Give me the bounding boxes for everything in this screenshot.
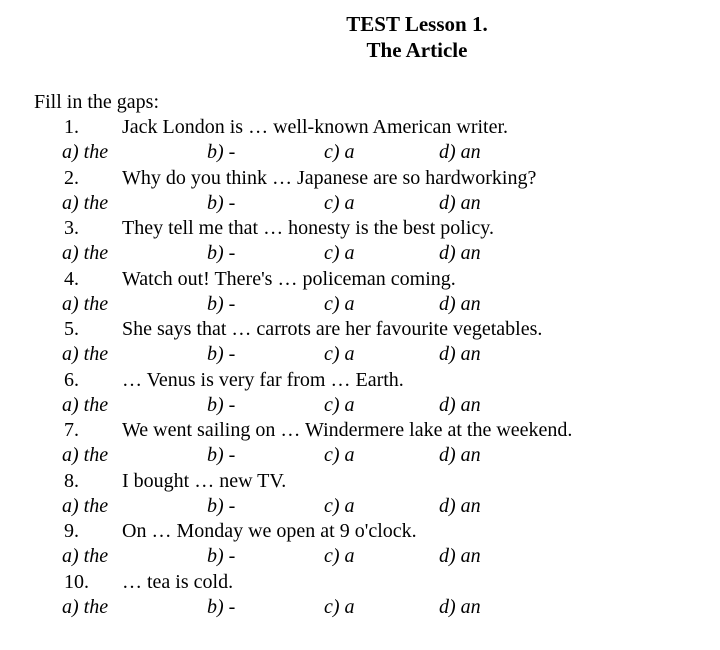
option-d: d) an (439, 141, 481, 163)
option-c: c) a (324, 393, 355, 416)
answer-options (0, 443, 720, 469)
option-d: d) an (439, 343, 481, 365)
option-d: d) an (439, 393, 481, 416)
option-a: a) the (62, 444, 109, 466)
option-d: d) an (439, 444, 481, 466)
option-b: b) - (207, 444, 236, 466)
option-a: a) the (62, 141, 109, 163)
answer-options (0, 494, 720, 520)
option-b: b) - (207, 545, 236, 567)
question-number: 5. (64, 318, 79, 340)
option-b: b) - (207, 343, 236, 365)
answer-options (0, 140, 720, 166)
question-row (0, 469, 720, 494)
answer-options (0, 292, 720, 318)
answer-options (0, 393, 720, 419)
question-number: 4. (64, 267, 79, 290)
question-number: 1. (64, 116, 79, 138)
answer-options (0, 191, 720, 217)
question-number: 2. (64, 166, 79, 189)
instruction-text: Fill in the gaps: (34, 91, 159, 113)
option-c: c) a (324, 595, 355, 618)
option-b: b) - (207, 595, 236, 618)
test-subtitle: The Article (366, 38, 468, 62)
question-text: I bought … new TV. (122, 469, 287, 492)
option-a: a) the (62, 242, 109, 264)
answer-options (0, 544, 720, 570)
test-title: TEST Lesson 1. (346, 12, 488, 36)
option-c: c) a (324, 494, 355, 517)
question-row (0, 317, 720, 342)
question-number: 7. (64, 419, 79, 441)
option-d: d) an (439, 191, 481, 214)
question-number: 8. (64, 469, 79, 492)
question-number: 3. (64, 217, 79, 239)
question-number: 9. (64, 520, 79, 542)
option-c: c) a (324, 343, 355, 365)
option-b: b) - (207, 393, 236, 416)
option-c: c) a (324, 242, 355, 264)
question-text: Jack London is … well-known American writer. (122, 116, 509, 138)
option-c: c) a (324, 545, 355, 567)
option-c: c) a (324, 191, 355, 214)
question-text: … Venus is very far from … Earth. (122, 368, 404, 391)
option-c: c) a (324, 141, 355, 163)
question-row (0, 115, 720, 140)
option-a: a) the (62, 191, 109, 214)
option-b: b) - (207, 191, 236, 214)
question-row (0, 368, 720, 393)
question-number: 10. (64, 570, 89, 593)
question-text: We went sailing on … Windermere lake at the weekend. (122, 419, 573, 441)
option-b: b) - (207, 494, 236, 517)
option-a: a) the (62, 494, 109, 517)
option-d: d) an (439, 545, 481, 567)
question-number: 6. (64, 368, 79, 391)
option-c: c) a (324, 292, 355, 315)
question-row (0, 267, 720, 292)
answer-options (0, 241, 720, 267)
question-row (0, 166, 720, 191)
question-text: They tell me that … honesty is the best policy. (122, 217, 494, 239)
question-list (0, 115, 720, 620)
option-d: d) an (439, 292, 481, 315)
answer-options (0, 342, 720, 368)
option-a: a) the (62, 393, 109, 416)
option-a: a) the (62, 595, 109, 618)
option-b: b) - (207, 292, 236, 315)
answer-options (0, 595, 720, 621)
question-text: She says that … carrots are her favourite vegetables. (122, 318, 543, 340)
question-text: Why do you think … Japanese are so hardworking? (122, 166, 537, 189)
option-d: d) an (439, 595, 481, 618)
option-d: d) an (439, 242, 481, 264)
option-b: b) - (207, 141, 236, 163)
question-row (0, 418, 720, 443)
option-a: a) the (62, 545, 109, 567)
option-c: c) a (324, 444, 355, 466)
question-row (0, 519, 720, 544)
question-text: Watch out! There's … policeman coming. (122, 267, 456, 290)
option-a: a) the (62, 343, 109, 365)
question-row (0, 570, 720, 595)
question-text: … tea is cold. (122, 570, 234, 593)
option-a: a) the (62, 292, 109, 315)
question-text: On … Monday we open at 9 o'clock. (122, 520, 417, 542)
option-b: b) - (207, 242, 236, 264)
option-d: d) an (439, 494, 481, 517)
question-row (0, 216, 720, 241)
